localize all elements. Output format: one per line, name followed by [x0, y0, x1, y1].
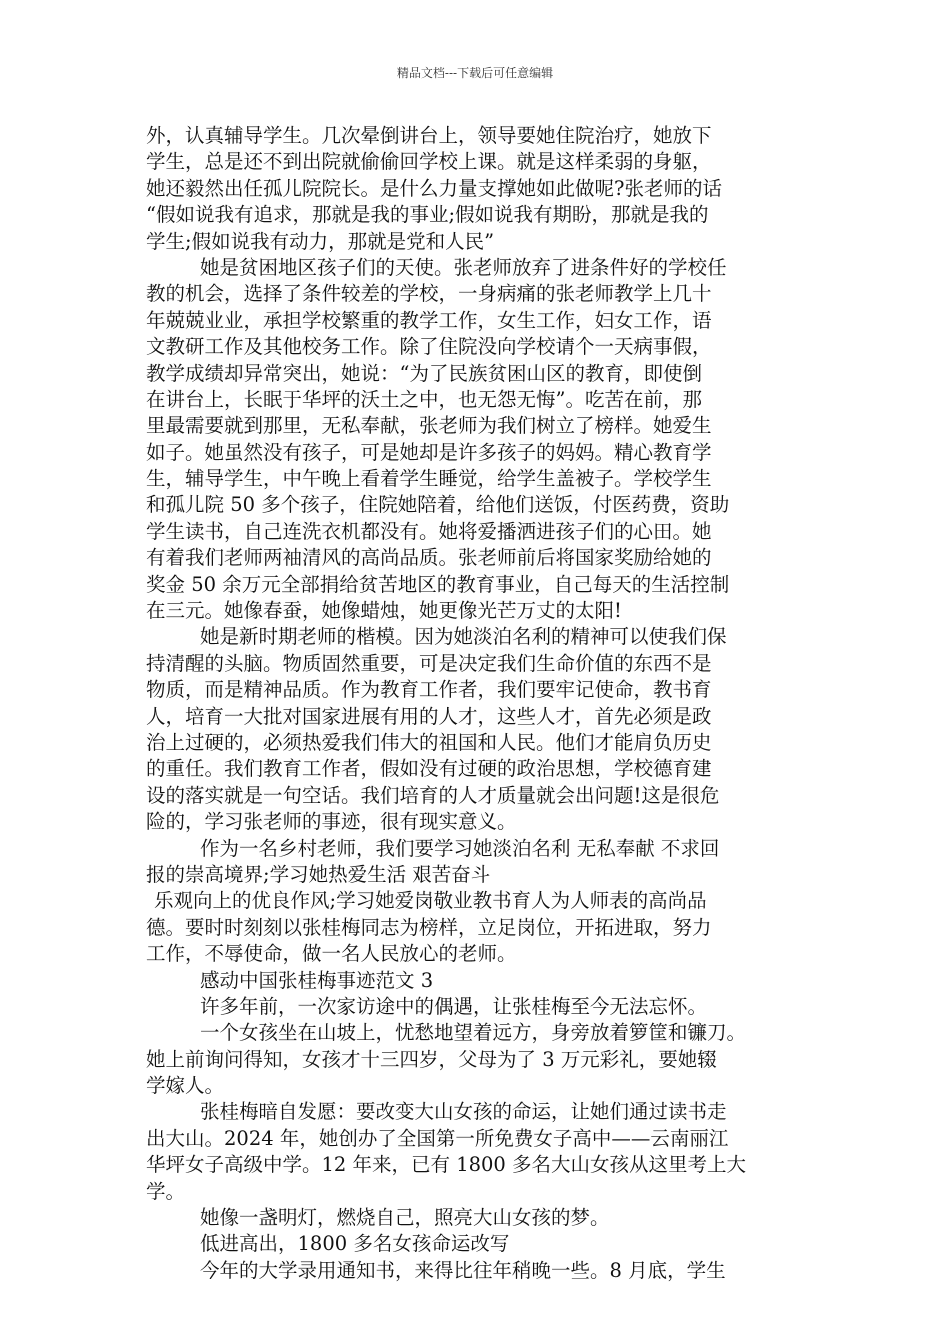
text-line: 生，辅导学生，中午晚上看着学生睡觉，给学生盖被子。学校学生 [146, 467, 712, 491]
text-line: 张桂梅暗自发愿：要改变大山女孩的命运，让她们通过读书走 [200, 1100, 727, 1124]
paragraph [146, 624, 826, 835]
page-header: 精品文档---下载后可任意编辑 [396, 66, 554, 80]
text-line: 出大山。2024 年，她创办了全国第一所免费女子高中——云南丽江 [146, 1126, 729, 1150]
text-line: 人，培育一大批对国家进展有用的人才，这些人才，首先必须是政 [146, 704, 712, 728]
text-line: 学。 [146, 1179, 186, 1203]
text-line: 一个女孩坐在山坡上，忧愁地望着远方，身旁放着箩筐和镰刀。 [200, 1021, 747, 1045]
text-line: 持清醒的头脑。物质固然重要，可是决定我们生命价值的东西不是 [146, 651, 712, 675]
text-line: 教学成绩却异常突出，她说：“为了民族贫困山区的教育，即使倒 [146, 361, 702, 385]
text-line: 里最需要就到那里，无私奉献，张老师为我们树立了榜样。她爱生 [146, 414, 712, 438]
text-line: 许多年前，一次家访途中的偶遇，让张桂梅至今无法忘怀。 [200, 994, 708, 1018]
paragraph [146, 1099, 826, 1205]
text-line: 的重任。我们教育工作者，假如没有过硬的政治思想，学校德育建 [146, 757, 712, 781]
text-line: 学嫁人。 [146, 1074, 225, 1098]
paragraph [146, 1258, 826, 1284]
document-body [146, 123, 826, 1284]
text-line: 有着我们老师两袖清风的高尚品质。张老师前后将国家奖励给她的 [146, 546, 712, 570]
text-line: 学生，总是还不到出院就偷偷回学校上课。就是这样柔弱的身躯， [146, 150, 712, 174]
text-line: “假如说我有追求，那就是我的事业;假如说我有期盼，那就是我的 [146, 203, 709, 227]
paragraph [146, 836, 826, 968]
text-line: 乐观向上的优良作风;学习她爱岗敬业教书育人为人师表的高尚品 [154, 889, 707, 913]
text-line: 外，认真辅导学生。几次晕倒讲台上，领导要她住院治疗，她放下 [146, 124, 712, 147]
paragraph [146, 1020, 826, 1099]
paragraph [146, 255, 826, 624]
paragraph [146, 1231, 826, 1257]
text-line: 她像一盏明灯，燃烧自己，照亮大山女孩的梦。 [200, 1206, 610, 1230]
text-line: 华坪女子高级中学。12 年来，已有 1800 多名大山女孩从这里考上大 [146, 1153, 747, 1177]
text-line: 工作，不辱使命，做一名人民放心的老师。 [146, 942, 517, 966]
text-line: 险的，学习张老师的事迹，很有现实意义。 [146, 810, 517, 834]
text-line: 物质，而是精神品质。作为教育工作者，我们要牢记使命，教书育 [146, 678, 712, 702]
text-line: 教的机会，选择了条件较差的学校，一身病痛的张老师教学上几十 [146, 282, 712, 306]
text-line: 她是新时期老师的楷模。因为她淡泊名利的精神可以使我们保 [200, 625, 727, 649]
text-line: 在三元。她像春蚕，她像蜡烛，她更像光芒万丈的太阳! [146, 599, 622, 623]
paragraph [146, 123, 826, 255]
text-line: 她是贫困地区孩子们的天使。张老师放弃了进条件好的学校任 [200, 255, 727, 279]
text-line: 德。要时时刻刻以张桂梅同志为榜样，立足岗位，开拓进取，努力 [146, 915, 712, 939]
text-line: 奖金 50 余万元全部捐给贫苦地区的教育事业，自己每天的生活控制 [146, 572, 730, 596]
text-line: 作为一名乡村老师，我们要学习她淡泊名利 无私奉献 不求回 [200, 836, 720, 860]
text-line: 她还毅然出任孤儿院院长。是什么力量支撑她如此做呢?张老师的话 [146, 176, 722, 200]
paragraph [146, 994, 826, 1020]
text-line: 文教研工作及其他校务工作。除了住院没向学校请个一天病事假， [146, 335, 712, 359]
text-line: 今年的大学录用通知书，来得比往年稍晚一些。8 月底，学生 [200, 1258, 726, 1282]
text-line: 在讲台上，长眠于华坪的沃土之中，也无怨无悔”。吃苦在前，那 [146, 387, 702, 411]
paragraph [146, 968, 826, 994]
text-line: 学生读书，自己连洗衣机都没有。她将爱播洒进孩子们的心田。她 [146, 519, 712, 543]
text-line: 如子。她虽然没有孩子，可是她却是许多孩子的妈妈。精心教育学 [146, 440, 712, 464]
text-line: 她上前询问得知，女孩才十三四岁，父母为了 3 万元彩礼，要她辍 [146, 1047, 717, 1071]
text-line: 感动中国张桂梅事迹范文 3 [200, 968, 434, 992]
text-line: 设的落实就是一句空话。我们培育的人才质量就会出问题!这是很危 [146, 783, 720, 807]
text-line: 学生;假如说我有动力，那就是党和人民” [146, 229, 495, 253]
text-line: 年兢兢业业，承担学校繁重的教学工作，女生工作，妇女工作，语 [146, 308, 712, 332]
text-line: 治上过硬的，必须热爱我们伟大的祖国和人民。他们才能肩负历史 [146, 730, 712, 754]
paragraph [146, 1205, 826, 1231]
text-line: 和孤儿院 50 多个孩子，住院她陪着，给他们送饭，付医药费，资助 [146, 493, 730, 517]
text-line: 报的崇高境界;学习她热爱生活 艰苦奋斗 [146, 862, 491, 886]
text-line: 低进高出，1800 多名女孩命运改写 [200, 1232, 510, 1256]
